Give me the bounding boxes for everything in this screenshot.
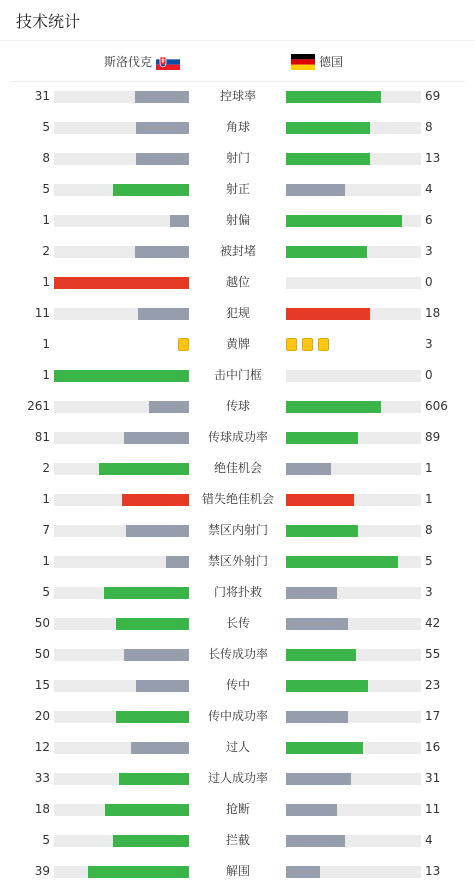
home-stat-bar-fill bbox=[136, 680, 189, 692]
away-stat-value: 0 bbox=[425, 275, 433, 289]
away-stat-bar bbox=[286, 525, 421, 537]
stat-row bbox=[0, 360, 475, 391]
away-stat-bar-fill bbox=[286, 742, 363, 754]
away-stat-bar bbox=[286, 773, 421, 785]
stat-label: 被封堵 bbox=[219, 244, 256, 258]
home-stat-bar-fill bbox=[170, 215, 189, 227]
away-stat-value: 17 bbox=[425, 709, 441, 723]
home-stat-value: 5 bbox=[42, 585, 50, 599]
stat-label: 抢断 bbox=[225, 802, 250, 816]
home-stat-bar-fill bbox=[113, 835, 189, 847]
home-stat-value: 18 bbox=[34, 802, 50, 816]
home-stat-value: 8 bbox=[42, 151, 50, 165]
home-stat-value: 31 bbox=[34, 89, 50, 103]
away-stat-value: 3 bbox=[425, 244, 433, 258]
stat-row bbox=[0, 329, 475, 360]
home-stat-bar bbox=[54, 711, 189, 723]
away-stat-bar bbox=[286, 556, 421, 568]
stat-row bbox=[0, 143, 475, 174]
home-stat-value: 11 bbox=[34, 306, 50, 320]
away-stat-value: 11 bbox=[425, 802, 441, 816]
stat-row bbox=[0, 546, 475, 577]
away-stat-value: 16 bbox=[425, 740, 441, 754]
home-stat-value: 15 bbox=[34, 678, 50, 692]
home-stat-bar-fill bbox=[135, 91, 189, 103]
home-stat-value: 50 bbox=[34, 616, 50, 630]
home-stat-bar bbox=[54, 835, 189, 847]
stat-row bbox=[0, 484, 475, 515]
stat-label: 犯规 bbox=[225, 306, 250, 320]
home-stat-bar-fill bbox=[131, 742, 189, 754]
home-stat-bar bbox=[54, 649, 189, 661]
away-stat-value: 5 bbox=[425, 554, 433, 568]
away-stat-bar bbox=[286, 215, 421, 227]
stat-label: 传球 bbox=[225, 399, 250, 413]
stat-label: 射门 bbox=[225, 151, 250, 165]
home-stat-bar-fill bbox=[135, 246, 189, 258]
home-stat-bar bbox=[54, 773, 189, 785]
away-stat-bar-fill bbox=[286, 711, 348, 723]
home-stat-bar-fill bbox=[54, 277, 189, 289]
home-stat-bar bbox=[54, 308, 189, 320]
stat-label: 控球率 bbox=[219, 89, 256, 103]
home-stat-bar-fill bbox=[116, 711, 189, 723]
away-stat-bar bbox=[286, 122, 421, 134]
home-stat-bar-fill bbox=[113, 184, 189, 196]
stat-row bbox=[0, 453, 475, 484]
home-team-name: 斯洛伐克 bbox=[103, 55, 152, 69]
away-stat-value: 13 bbox=[425, 864, 441, 878]
home-stat-bar bbox=[54, 742, 189, 754]
home-stat-bar-fill bbox=[136, 122, 189, 134]
stat-label: 禁区外射门 bbox=[207, 554, 268, 568]
stat-label: 黄牌 bbox=[225, 337, 250, 351]
stat-label: 长传成功率 bbox=[207, 647, 268, 661]
home-stat-value: 2 bbox=[42, 461, 50, 475]
stat-row bbox=[0, 794, 475, 825]
home-stat-bar-fill bbox=[149, 401, 190, 413]
home-stat-bar-fill bbox=[119, 773, 189, 785]
away-stat-value: 89 bbox=[425, 430, 441, 444]
stat-label: 拦截 bbox=[225, 833, 250, 847]
stat-row bbox=[0, 391, 475, 422]
yellow-card-icon bbox=[178, 338, 189, 351]
home-stat-bar bbox=[54, 401, 189, 413]
stat-row bbox=[0, 608, 475, 639]
stat-row bbox=[0, 732, 475, 763]
away-stat-bar bbox=[286, 308, 421, 320]
stat-label: 射正 bbox=[225, 182, 250, 196]
away-stat-bar bbox=[286, 184, 421, 196]
away-stat-bar bbox=[286, 711, 421, 723]
stat-label: 禁区内射门 bbox=[207, 523, 268, 537]
away-stat-bar bbox=[286, 494, 421, 506]
home-stat-value: 1 bbox=[42, 275, 50, 289]
away-stat-bar-fill bbox=[286, 432, 358, 444]
away-stat-bar bbox=[286, 91, 421, 103]
away-stat-bar-fill bbox=[286, 463, 331, 475]
away-stat-value: 18 bbox=[425, 306, 441, 320]
away-stat-value: 13 bbox=[425, 151, 441, 165]
away-stat-bar-fill bbox=[286, 618, 348, 630]
away-stat-bar-fill bbox=[286, 835, 345, 847]
home-stat-value: 39 bbox=[34, 864, 50, 878]
home-stat-value: 1 bbox=[42, 554, 50, 568]
away-stat-bar bbox=[286, 463, 421, 475]
away-stat-value: 8 bbox=[425, 120, 433, 134]
away-stat-value: 0 bbox=[425, 368, 433, 382]
away-stat-value: 1 bbox=[425, 461, 433, 475]
stat-row bbox=[0, 763, 475, 794]
stat-label: 传中 bbox=[225, 678, 250, 692]
away-stat-value: 69 bbox=[425, 89, 441, 103]
stat-label: 门将扑救 bbox=[213, 585, 262, 599]
home-stat-value: 12 bbox=[34, 740, 50, 754]
away-stat-bar-fill bbox=[286, 401, 381, 413]
home-stat-bar-fill bbox=[138, 308, 189, 320]
stat-row bbox=[0, 81, 475, 112]
home-stat-bar bbox=[54, 246, 189, 258]
slovakia-flag-icon bbox=[156, 54, 180, 70]
home-stat-value: 1 bbox=[42, 492, 50, 506]
away-stat-bar-fill bbox=[286, 91, 381, 103]
away-stat-bar bbox=[286, 835, 421, 847]
away-stat-bar-fill bbox=[286, 556, 398, 568]
home-stat-value: 5 bbox=[42, 833, 50, 847]
stat-row bbox=[0, 174, 475, 205]
stat-row bbox=[0, 639, 475, 670]
home-stat-value: 50 bbox=[34, 647, 50, 661]
stat-label: 击中门框 bbox=[213, 368, 262, 382]
away-stat-value: 31 bbox=[425, 771, 441, 785]
home-stat-bar bbox=[54, 804, 189, 816]
stat-row bbox=[0, 825, 475, 856]
away-team bbox=[291, 53, 343, 70]
away-stat-bar bbox=[286, 277, 421, 289]
away-stat-bar-fill bbox=[286, 153, 370, 165]
stat-row bbox=[0, 205, 475, 236]
home-stat-bar-fill bbox=[166, 556, 189, 568]
home-stat-value: 261 bbox=[27, 399, 50, 413]
home-stat-bar-fill bbox=[124, 649, 189, 661]
away-stat-bar-fill bbox=[286, 587, 337, 599]
away-stat-bar-fill bbox=[286, 246, 367, 258]
home-stat-bar bbox=[54, 91, 189, 103]
away-stat-bar bbox=[286, 153, 421, 165]
home-stat-bar-fill bbox=[126, 525, 189, 537]
home-stat-value: 1 bbox=[42, 368, 50, 382]
home-stat-bar bbox=[54, 184, 189, 196]
away-stat-bar bbox=[286, 246, 421, 258]
away-stat-bar-fill bbox=[286, 525, 358, 537]
away-stat-bar bbox=[286, 649, 421, 661]
away-stat-value: 8 bbox=[425, 523, 433, 537]
stat-label: 传球成功率 bbox=[207, 430, 268, 444]
stat-label: 过人成功率 bbox=[207, 771, 268, 785]
home-stat-bar bbox=[54, 494, 189, 506]
away-stat-value: 42 bbox=[425, 616, 441, 630]
away-stat-value: 55 bbox=[425, 647, 441, 661]
stat-row bbox=[0, 701, 475, 732]
stat-row bbox=[0, 112, 475, 143]
away-stat-bar-fill bbox=[286, 773, 351, 785]
home-stat-bar bbox=[54, 432, 189, 444]
away-stat-bar bbox=[286, 618, 421, 630]
stat-row bbox=[0, 670, 475, 701]
page-title: 技术统计 bbox=[16, 11, 81, 31]
yellow-card-icon bbox=[318, 338, 329, 351]
away-stat-bar bbox=[286, 401, 421, 413]
home-stat-bar bbox=[54, 122, 189, 134]
stat-label: 过人 bbox=[225, 740, 250, 754]
stat-row bbox=[0, 856, 475, 887]
away-stat-bar-fill bbox=[286, 866, 320, 878]
away-stat-bar bbox=[286, 370, 421, 382]
home-team bbox=[104, 53, 180, 70]
home-stat-bar-fill bbox=[124, 432, 189, 444]
stat-label: 错失绝佳机会 bbox=[201, 492, 274, 506]
home-stat-value: 1 bbox=[42, 337, 50, 351]
away-stat-bar bbox=[286, 866, 421, 878]
stat-row bbox=[0, 267, 475, 298]
away-stat-bar-fill bbox=[286, 804, 337, 816]
home-stat-value: 1 bbox=[42, 213, 50, 227]
home-stat-bar bbox=[54, 153, 189, 165]
away-stat-value: 1 bbox=[425, 492, 433, 506]
home-stat-bar-fill bbox=[105, 804, 189, 816]
home-yellow-cards bbox=[178, 338, 189, 352]
home-stat-bar-fill bbox=[104, 587, 189, 599]
stat-row bbox=[0, 422, 475, 453]
away-stat-bar bbox=[286, 432, 421, 444]
home-stat-bar bbox=[54, 215, 189, 227]
away-stat-bar bbox=[286, 680, 421, 692]
stats-list bbox=[0, 81, 475, 887]
away-stat-bar-fill bbox=[286, 122, 370, 134]
away-stat-value: 4 bbox=[425, 833, 433, 847]
home-stat-value: 2 bbox=[42, 244, 50, 258]
stat-label: 射偏 bbox=[225, 213, 250, 227]
away-stat-bar bbox=[286, 804, 421, 816]
away-stat-value: 3 bbox=[425, 337, 433, 351]
away-stat-bar bbox=[286, 587, 421, 599]
germany-flag-icon bbox=[291, 54, 315, 70]
stat-label: 传中成功率 bbox=[207, 709, 268, 723]
away-stat-bar-fill bbox=[286, 680, 368, 692]
stat-row bbox=[0, 515, 475, 546]
away-stat-bar-fill bbox=[286, 649, 356, 661]
away-stat-value: 23 bbox=[425, 678, 441, 692]
home-stat-value: 5 bbox=[42, 182, 50, 196]
page-header bbox=[0, 0, 475, 41]
stat-row bbox=[0, 577, 475, 608]
stat-label: 长传 bbox=[225, 616, 250, 630]
away-yellow-cards bbox=[286, 338, 334, 352]
stat-label: 解围 bbox=[225, 864, 250, 878]
away-stat-bar-fill bbox=[286, 215, 402, 227]
home-stat-bar-fill bbox=[99, 463, 189, 475]
away-stat-bar-fill bbox=[286, 308, 370, 320]
stat-label: 绝佳机会 bbox=[213, 461, 262, 475]
home-stat-bar bbox=[54, 866, 189, 878]
home-stat-value: 7 bbox=[42, 523, 50, 537]
home-stat-bar bbox=[54, 277, 189, 289]
away-stat-bar-fill bbox=[286, 494, 354, 506]
stat-label: 越位 bbox=[225, 275, 250, 289]
home-stat-bar bbox=[54, 525, 189, 537]
away-stat-value: 6 bbox=[425, 213, 433, 227]
home-stat-bar-fill bbox=[88, 866, 189, 878]
home-stat-bar bbox=[54, 680, 189, 692]
home-stat-value: 33 bbox=[34, 771, 50, 785]
home-stat-bar bbox=[54, 556, 189, 568]
yellow-card-icon bbox=[302, 338, 313, 351]
stat-label: 角球 bbox=[225, 120, 250, 134]
home-stat-bar bbox=[54, 618, 189, 630]
home-stat-bar-fill bbox=[116, 618, 189, 630]
home-stat-value: 81 bbox=[34, 430, 50, 444]
home-stat-bar-fill bbox=[54, 370, 189, 382]
home-stat-bar bbox=[54, 587, 189, 599]
stat-row bbox=[0, 236, 475, 267]
home-stat-value: 5 bbox=[42, 120, 50, 134]
away-stat-value: 3 bbox=[425, 585, 433, 599]
home-stat-bar bbox=[54, 370, 189, 382]
home-stat-bar-fill bbox=[122, 494, 190, 506]
away-stat-value: 4 bbox=[425, 182, 433, 196]
home-stat-bar bbox=[54, 463, 189, 475]
away-stat-bar bbox=[286, 742, 421, 754]
team-header bbox=[10, 41, 465, 82]
away-stat-value: 606 bbox=[425, 399, 448, 413]
away-team-name: 德国 bbox=[319, 55, 344, 69]
away-stat-bar-fill bbox=[286, 184, 345, 196]
home-stat-value: 20 bbox=[34, 709, 50, 723]
yellow-card-icon bbox=[286, 338, 297, 351]
home-stat-bar-fill bbox=[136, 153, 189, 165]
stat-row bbox=[0, 298, 475, 329]
